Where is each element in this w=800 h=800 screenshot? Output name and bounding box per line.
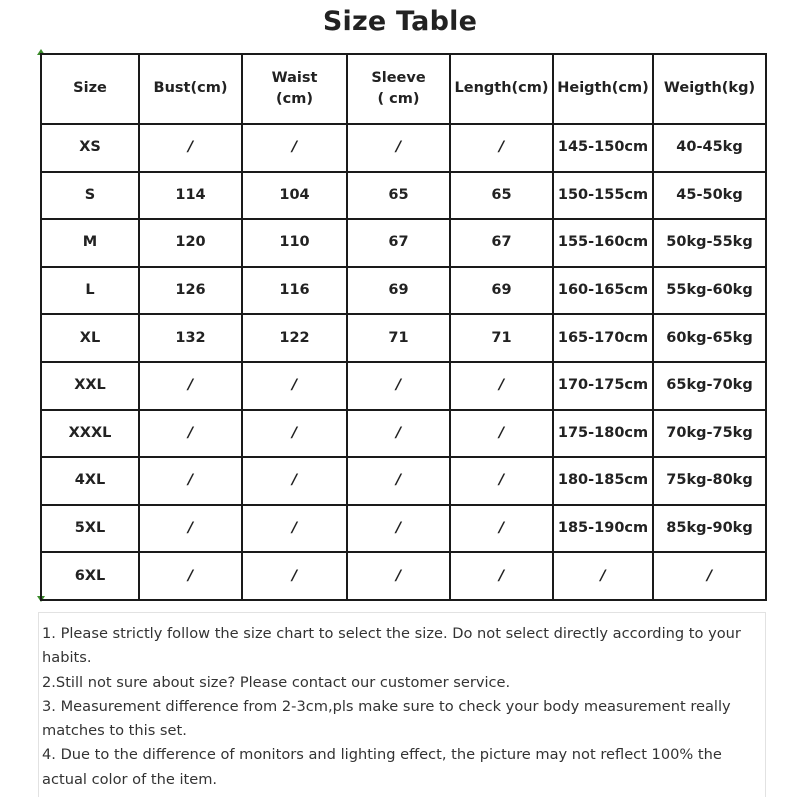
size-label-cell: 6XL bbox=[41, 552, 139, 600]
table-cell-waist: / bbox=[242, 410, 347, 458]
table-cell-bust: 120 bbox=[139, 219, 242, 267]
table-cell-bust: / bbox=[139, 552, 242, 600]
table-row bbox=[41, 552, 766, 600]
table-cell-length: / bbox=[450, 410, 553, 458]
table-row bbox=[41, 267, 766, 315]
table-cell-weight: 65kg-70kg bbox=[653, 362, 766, 410]
column-header-sleeve bbox=[347, 54, 450, 124]
table-cell-length: / bbox=[450, 505, 553, 553]
table-cell-waist: 122 bbox=[242, 314, 347, 362]
table-cell-length: / bbox=[450, 124, 553, 172]
note-item: 4. Due to the difference of monitors and lighting effect, the picture may not reflect 100% the actual color of the item. bbox=[42, 746, 722, 788]
size-label-cell: L bbox=[41, 267, 139, 315]
table-cell-waist: 110 bbox=[242, 219, 347, 267]
table-cell-length: / bbox=[450, 457, 553, 505]
table-row bbox=[41, 362, 766, 410]
table-row bbox=[41, 314, 766, 362]
table-cell-waist: 104 bbox=[242, 172, 347, 220]
table-cell-bust: / bbox=[139, 457, 242, 505]
table-cell-weight: 75kg-80kg bbox=[653, 457, 766, 505]
note-item: 1. Please strictly follow the size chart to select the size. Do not select directly according to your habits. bbox=[42, 625, 741, 667]
table-cell-length: 71 bbox=[450, 314, 553, 362]
table-cell-sleeve: / bbox=[347, 505, 450, 553]
table-cell-length: 67 bbox=[450, 219, 553, 267]
table-cell-height: 155-160cm bbox=[553, 219, 653, 267]
column-header-bust bbox=[139, 54, 242, 124]
table-cell-length: 69 bbox=[450, 267, 553, 315]
table-cell-height: 175-180cm bbox=[553, 410, 653, 458]
table-row bbox=[41, 457, 766, 505]
table-header-row bbox=[41, 54, 766, 124]
column-header-line: Length(cm) bbox=[454, 80, 549, 97]
size-label-cell: XXL bbox=[41, 362, 139, 410]
column-header-waist bbox=[242, 54, 347, 124]
table-cell-sleeve: / bbox=[347, 362, 450, 410]
table-cell-length: / bbox=[450, 552, 553, 600]
table-cell-weight: 85kg-90kg bbox=[653, 505, 766, 553]
table-cell-weight: / bbox=[653, 552, 766, 600]
table-row bbox=[41, 172, 766, 220]
table-cell-bust: / bbox=[139, 124, 242, 172]
table-cell-sleeve: 67 bbox=[347, 219, 450, 267]
table-cell-sleeve: / bbox=[347, 552, 450, 600]
table-body bbox=[41, 124, 766, 600]
table-cell-bust: / bbox=[139, 410, 242, 458]
size-label-cell: 5XL bbox=[41, 505, 139, 553]
table-cell-weight: 50kg-55kg bbox=[653, 219, 766, 267]
table-cell-waist: / bbox=[242, 457, 347, 505]
table-cell-length: 65 bbox=[450, 172, 553, 220]
column-header-line: (cm) bbox=[276, 91, 313, 107]
column-header-weight bbox=[653, 54, 766, 124]
column-header-line: Waist bbox=[271, 69, 318, 86]
table-cell-height: / bbox=[553, 552, 653, 600]
table-cell-height: 150-155cm bbox=[553, 172, 653, 220]
table-cell-bust: / bbox=[139, 505, 242, 553]
table-cell-length: / bbox=[450, 362, 553, 410]
table-cell-sleeve: 69 bbox=[347, 267, 450, 315]
table-cell-bust: 114 bbox=[139, 172, 242, 220]
table-row bbox=[41, 505, 766, 553]
table-cell-weight: 40-45kg bbox=[653, 124, 766, 172]
notes-section bbox=[42, 622, 758, 792]
table-cell-waist: / bbox=[242, 362, 347, 410]
table-cell-sleeve: 65 bbox=[347, 172, 450, 220]
size-label-cell: XL bbox=[41, 314, 139, 362]
table-cell-weight: 70kg-75kg bbox=[653, 410, 766, 458]
column-header-size bbox=[41, 54, 139, 124]
table-cell-sleeve: 71 bbox=[347, 314, 450, 362]
table-cell-sleeve: / bbox=[347, 410, 450, 458]
table-row bbox=[41, 124, 766, 172]
size-table bbox=[40, 53, 767, 601]
table-cell-weight: 60kg-65kg bbox=[653, 314, 766, 362]
size-label-cell: M bbox=[41, 219, 139, 267]
table-cell-waist: / bbox=[242, 552, 347, 600]
note-item: 3. Measurement difference from 2-3cm,pls make sure to check your body measurement really matches to this set. bbox=[42, 697, 731, 740]
table-cell-weight: 45-50kg bbox=[653, 172, 766, 220]
table-cell-height: 145-150cm bbox=[553, 124, 653, 172]
size-label-cell: XS bbox=[41, 124, 139, 172]
table-cell-waist: / bbox=[242, 505, 347, 553]
column-header-line: Weigth(kg) bbox=[663, 80, 756, 97]
table-cell-height: 165-170cm bbox=[553, 314, 653, 362]
size-label-cell: S bbox=[41, 172, 139, 220]
size-label-cell: 4XL bbox=[41, 457, 139, 505]
table-cell-height: 160-165cm bbox=[553, 267, 653, 315]
table-cell-bust: / bbox=[139, 362, 242, 410]
table-cell-height: 180-185cm bbox=[553, 457, 653, 505]
table-cell-waist: / bbox=[242, 124, 347, 172]
table-cell-sleeve: / bbox=[347, 124, 450, 172]
column-header-line: Sleeve bbox=[371, 69, 426, 86]
table-cell-waist: 116 bbox=[242, 267, 347, 315]
table-cell-bust: 132 bbox=[139, 314, 242, 362]
table-cell-weight: 55kg-60kg bbox=[653, 267, 766, 315]
column-header-line: Heigth(cm) bbox=[557, 80, 649, 97]
column-header-line: Bust(cm) bbox=[153, 80, 228, 97]
page-title: Size Table bbox=[322, 6, 478, 37]
column-header-height bbox=[553, 54, 653, 124]
table-row bbox=[41, 219, 766, 267]
table-cell-height: 185-190cm bbox=[553, 505, 653, 553]
table-cell-height: 170-175cm bbox=[553, 362, 653, 410]
note-item: 2.Still not sure about size? Please contact our customer service. bbox=[42, 673, 511, 691]
table-cell-bust: 126 bbox=[139, 267, 242, 315]
size-label-cell: XXXL bbox=[41, 410, 139, 458]
table-row bbox=[41, 410, 766, 458]
column-header-line: ( cm) bbox=[377, 91, 420, 107]
column-header-line: Size bbox=[73, 80, 107, 97]
column-header-length bbox=[450, 54, 553, 124]
table-cell-sleeve: / bbox=[347, 457, 450, 505]
